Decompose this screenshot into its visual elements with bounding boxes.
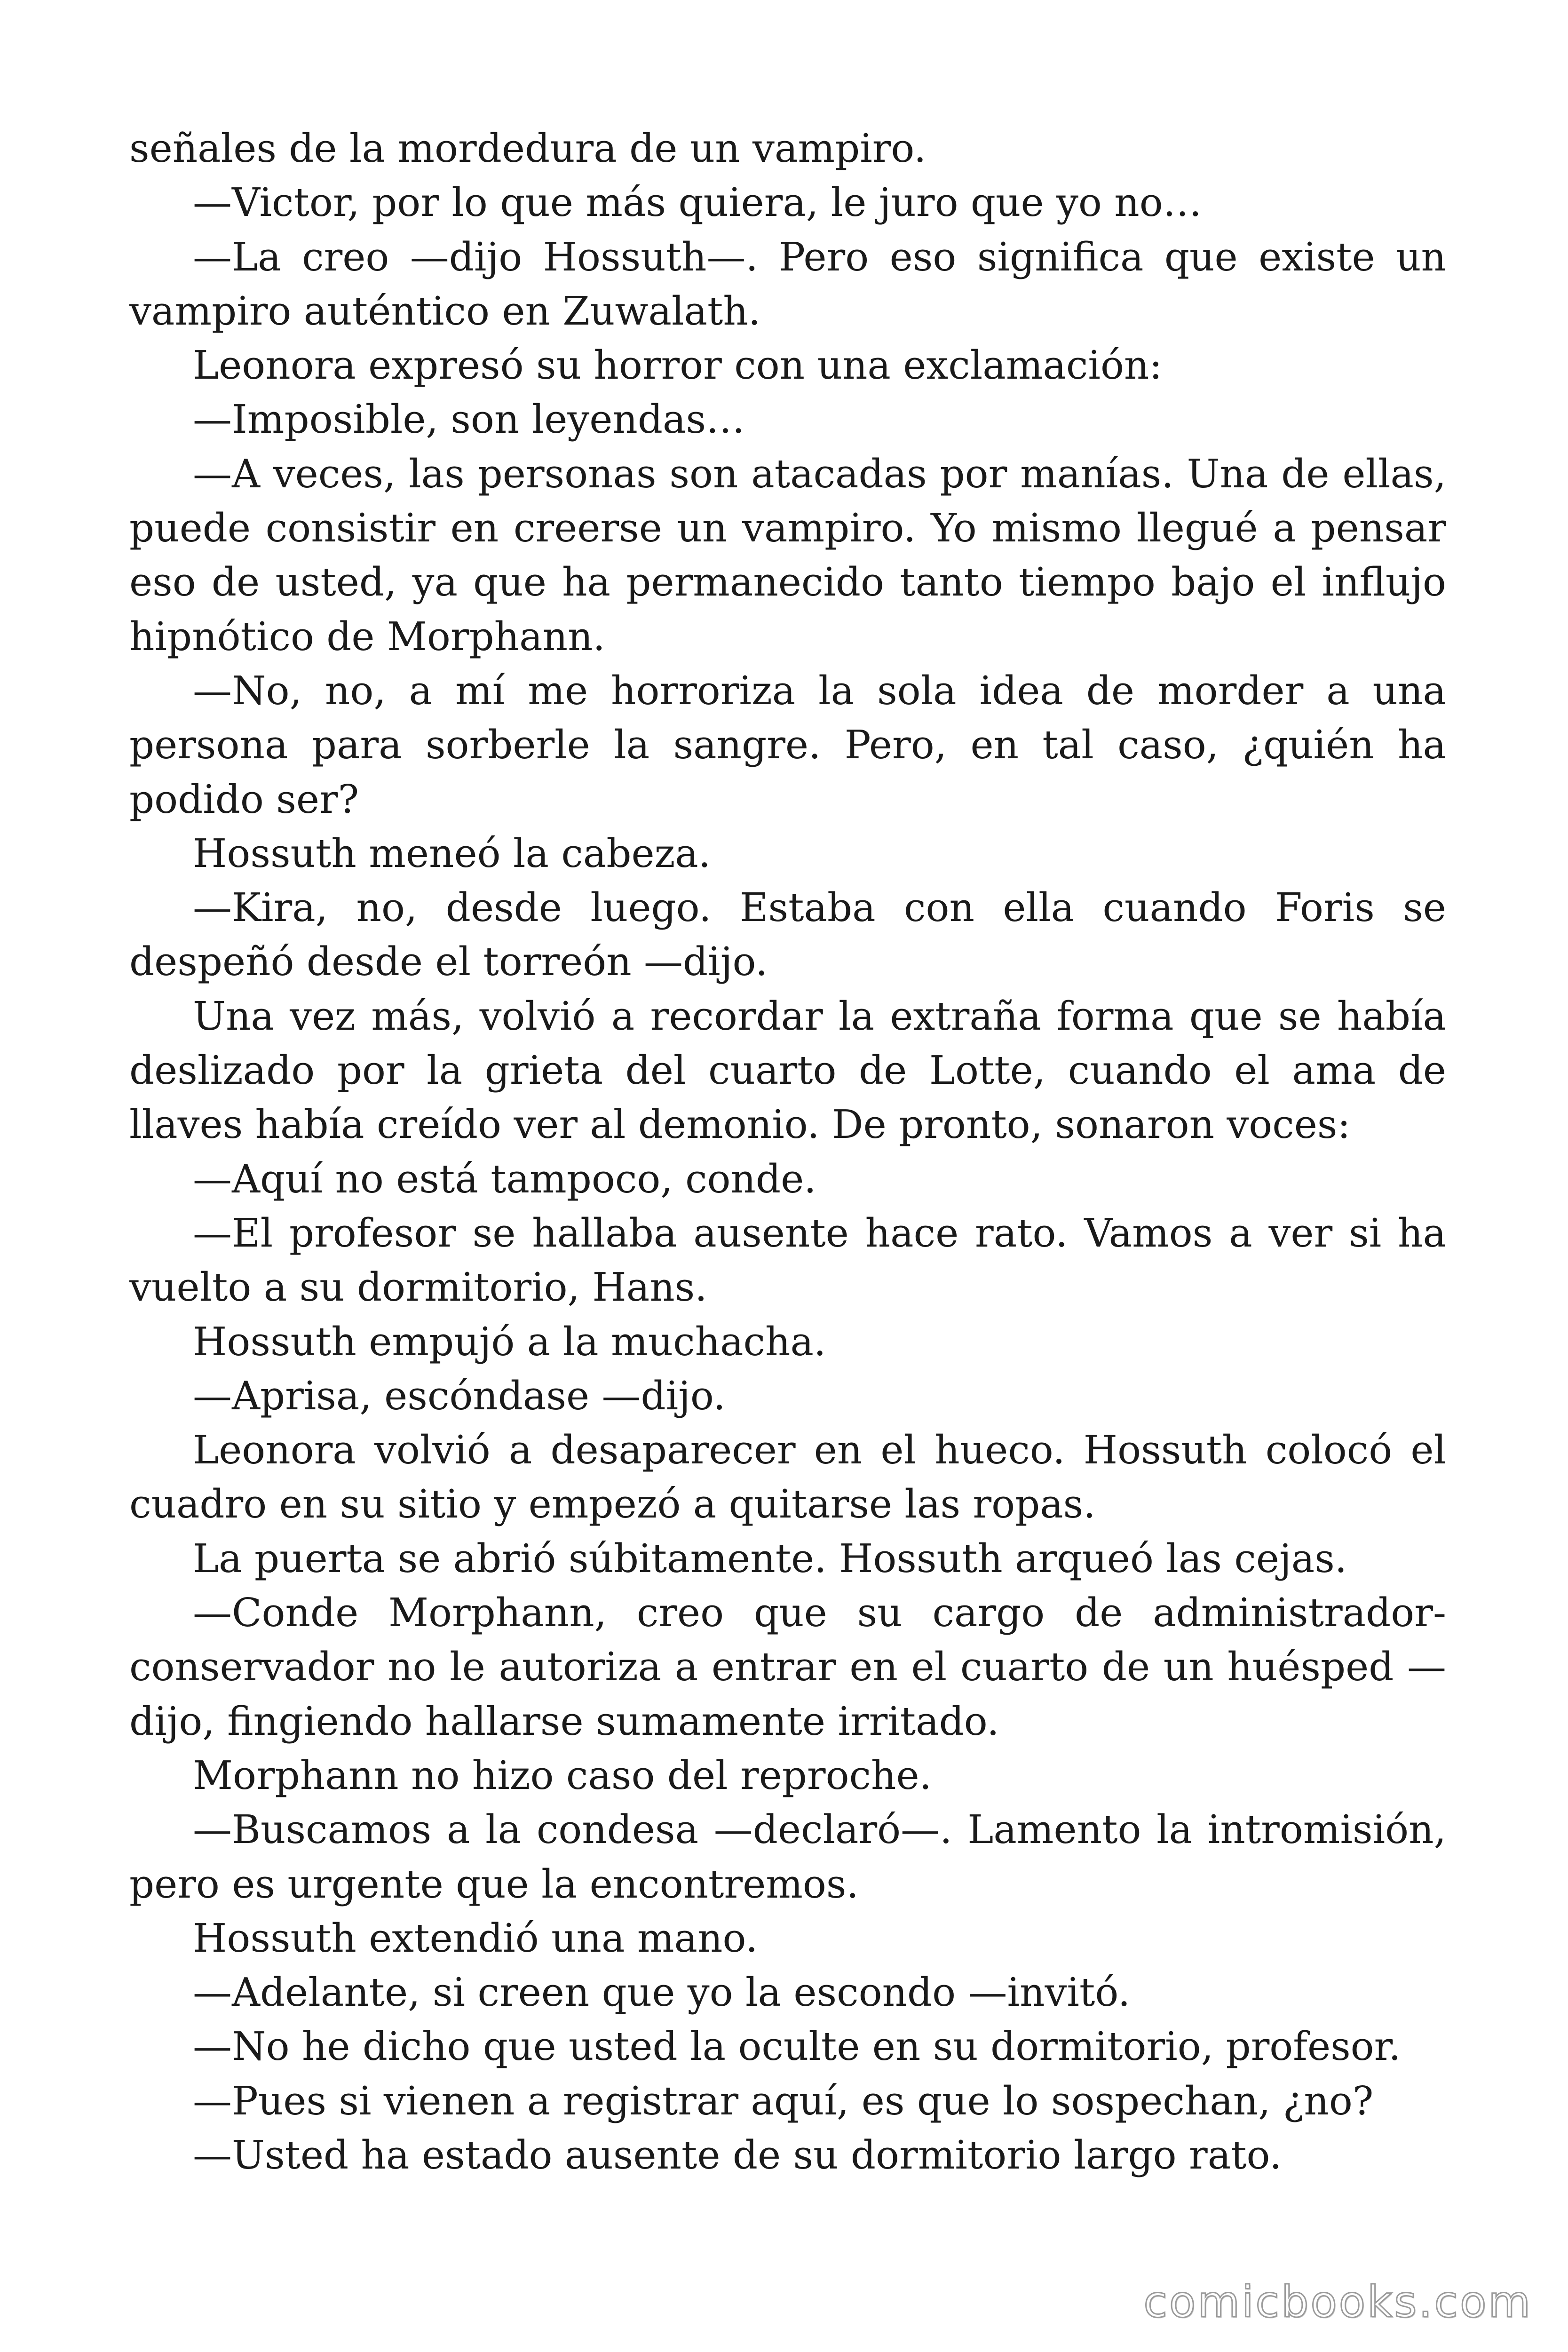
paragraph: Morphann no hizo caso del reproche.: [193, 1752, 932, 1798]
paragraph: —Conde Morphann, creo que su cargo de administrador-conservador no le autoriza a entrar en el cuarto de un huésped —dijo, fingiendo hallarse sumamente irritado.: [129, 1590, 1446, 1744]
paragraph: —La creo —dijo Hossuth—. Pero eso significa que existe un vampiro auténtico en Zuwalath.: [129, 234, 1446, 334]
paragraph: —Pues si vienen a registrar aquí, es que lo sospechan, ¿no?: [193, 2078, 1374, 2124]
paragraph: —Aprisa, escóndase —dijo.: [193, 1373, 726, 1419]
paragraph: —No he dicho que usted la oculte en su dormitorio, profesor.: [193, 2024, 1401, 2070]
paragraph: señales de la mordedura de un vampiro.: [129, 126, 927, 171]
paragraph: —Victor, por lo que más quiera, le juro que yo no…: [193, 180, 1202, 226]
paragraph: Leonora volvió a desaparecer en el hueco. Hossuth colocó el cuadro en su sitio y empezó a quitarse las ropas.: [129, 1427, 1446, 1527]
watermark-logo: comicbooks.com: [1143, 2277, 1532, 2327]
paragraph: —A veces, las personas son atacadas por manías. Una de ellas, puede consistir en creerse un vampiro. Yo mismo llegué a pensar eso de usted, ya que ha permanecido tanto tiempo bajo el influjo hipnótico de Morphann.: [129, 451, 1446, 660]
paragraph: —Kira, no, desde luego. Estaba con ella cuando Foris se despeñó desde el torreón —dijo.: [129, 885, 1446, 985]
paragraph: La puerta se abrió súbitamente. Hossuth arqueó las cejas.: [193, 1535, 1347, 1581]
paragraph: Hossuth meneó la cabeza.: [193, 830, 711, 876]
paragraph: Hossuth extendió una mano.: [193, 1915, 758, 1961]
paragraph: —No, no, a mí me horroriza la sola idea de morder a una persona para sorberle la sangre. Pero, en tal caso, ¿quién ha podido ser?: [129, 667, 1446, 822]
paragraph: Hossuth empujó a la muchacha.: [193, 1319, 826, 1365]
paragraph: —El profesor se hallaba ausente hace rato. Vamos a ver si ha vuelto a su dormitorio, Hans.: [129, 1210, 1446, 1311]
paragraph: Una vez más, volvió a recordar la extraña forma que se había deslizado por la grieta del cuarto de Lotte, cuando el ama de llaves había creído ver al demonio. De pronto, sonaron voces:: [129, 993, 1446, 1148]
body-text: [129, 121, 1446, 2182]
paragraph: —Aquí no está tampoco, conde.: [193, 1156, 816, 1202]
paragraph: —Buscamos a la condesa —declaró—. Lamento la intromisión, pero es urgente que la encontremos.: [129, 1807, 1446, 1907]
paragraph: —Usted ha estado ausente de su dormitorio largo rato.: [193, 2132, 1282, 2178]
paragraph: Leonora expresó su horror con una exclamación:: [193, 342, 1163, 389]
paragraph: —Adelante, si creen que yo la escondo —invitó.: [193, 1970, 1131, 2016]
paragraph: —Imposible, son leyendas…: [193, 397, 745, 443]
